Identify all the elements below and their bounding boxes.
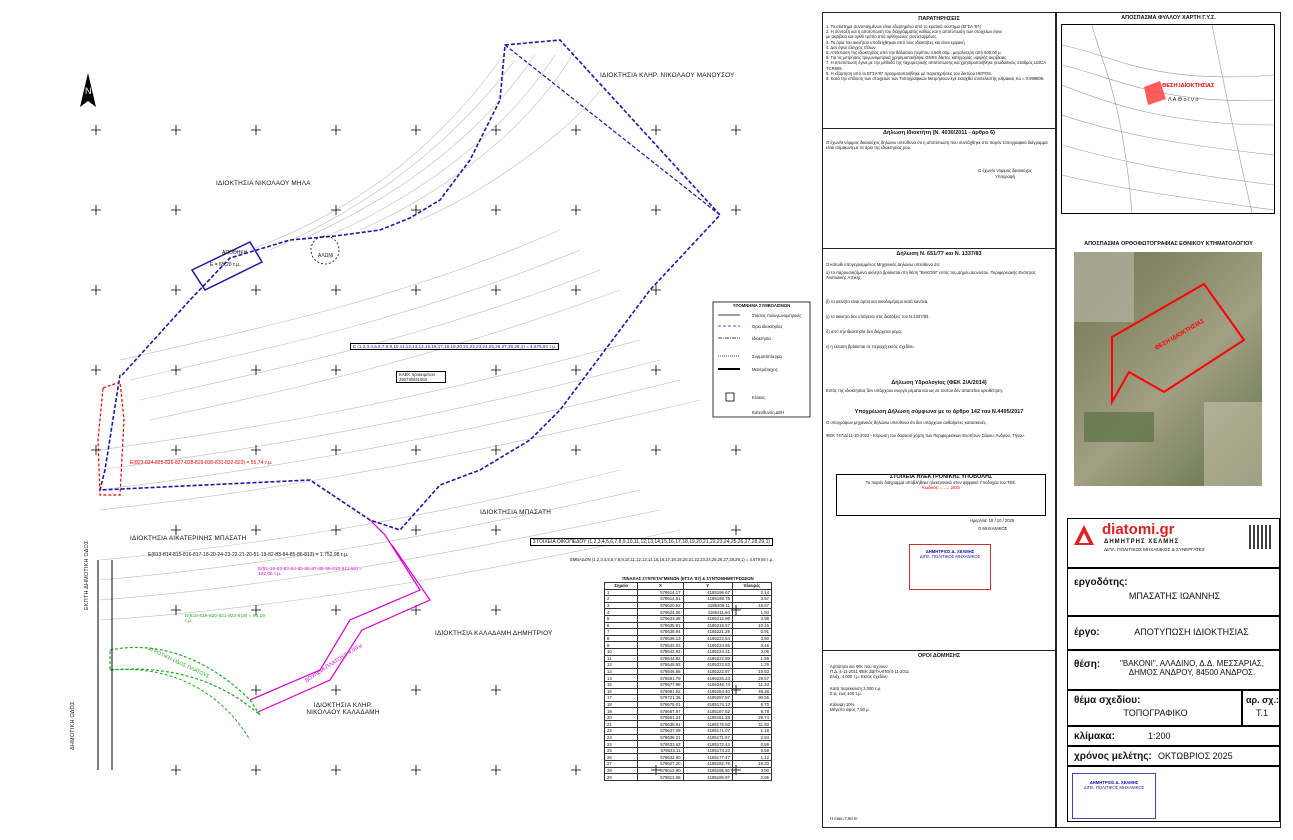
table-cell: 4185174.13 — [683, 701, 732, 708]
table-row — [605, 596, 772, 603]
coords-header: Σημείο — [605, 583, 638, 590]
coords-title: ΠΙΝΑΚΑΣ ΣΥΝΤΕΤΑΓΜΕΝΩΝ (ΕΓΣΑ '87) & ΣΥΝΤΟΜΗΜΕΤΡΩΣΕΩΝ — [622, 576, 754, 581]
table-cell: 23 — [605, 734, 638, 741]
protect-title: Υποχρέωση Δήλωση σύμφωνα με το άρθρο 142 του Ν.4495/2017 — [854, 409, 1024, 415]
table-cell: 578638.91 — [638, 721, 683, 728]
table-row — [605, 688, 772, 695]
client-block — [1067, 568, 1280, 616]
owner-south: ΙΔΙΟΚΤΗΣΙΑ ΚΑΛΑΔΑΜΗ ΔΗΜΗΤΡΙΟΥ — [435, 630, 553, 637]
table-cell: 578642.03 — [638, 642, 683, 649]
table-cell: 11.33 — [732, 681, 771, 688]
table-cell: 4185172.44 — [683, 741, 732, 748]
table-cell: 3 — [605, 602, 638, 609]
table-cell: 578637.09 — [638, 728, 683, 735]
table-cell: 20 — [605, 714, 638, 721]
table-cell: 4185221.29 — [683, 629, 732, 636]
table-row — [605, 701, 772, 708]
north-arrow-icon — [80, 73, 96, 107]
table-cell: 4185171.07 — [683, 728, 732, 735]
table-cell: 1.93 — [732, 609, 771, 616]
divider — [822, 248, 1056, 249]
scale-value: 1:200 — [1148, 731, 1171, 741]
table-cell: 13 — [605, 668, 638, 675]
ortho-label: ΘΕΣΗ ΙΔΙΟΚΤΗΣΙΑΣ — [1154, 318, 1206, 352]
table-row — [605, 662, 772, 669]
table-cell: 1 — [605, 589, 638, 596]
building-line: Ελάχ. 4.000 τ.μ. Εκτός σχεδίου — [830, 674, 888, 680]
time-block — [1067, 746, 1280, 766]
engineer-list — [826, 262, 1052, 349]
table-cell: 6 — [605, 622, 638, 629]
table-cell: 578614.51 — [638, 596, 683, 603]
table-cell: 578675.01 — [638, 701, 683, 708]
table-cell: 18 — [605, 701, 638, 708]
table-cell: 578613.68 — [638, 774, 683, 781]
table-cell: 19.33 — [732, 761, 771, 768]
road-grn-label: ΑΓΡΟΤΙΚΗ ΟΔΟΣ ΠΛΑΤΟΥΣ — [146, 646, 211, 680]
table-row — [605, 734, 772, 741]
table-row — [605, 655, 772, 662]
table-cell: 4185216.57 — [683, 622, 732, 629]
table-row — [605, 761, 772, 768]
table-cell: 9.70 — [732, 701, 771, 708]
table-cell: 1.59 — [732, 655, 771, 662]
well-label: ΑΛΩΝΙ — [318, 253, 334, 259]
table-cell: 3.57 — [732, 596, 771, 603]
table-cell: 7 — [605, 629, 638, 636]
legend-item-6: Κλίσεις — [752, 395, 766, 400]
table-row — [605, 741, 772, 748]
legend-item-5: Μαντρότοιχος — [752, 367, 778, 372]
protect-lines — [826, 420, 1052, 438]
table-cell: 9 — [605, 642, 638, 649]
location-block — [1067, 650, 1280, 690]
company-sub: ΔΗΜΗΤΡΗΣ ΧΕΛΜΗΣ — [1104, 539, 1180, 545]
coordinates-table — [604, 582, 772, 781]
table-cell: 22 — [605, 728, 638, 735]
note-line: 2. Η σύνταξη και η αποτύπωση του διαγράμματος καθώς και η αποτύπωση των στοιχείων έγινε — [826, 29, 1003, 35]
table-cell: 578681.52 — [638, 688, 683, 695]
table-cell: 4185254.40 — [683, 688, 732, 695]
table-cell: 27 — [605, 761, 638, 768]
table-cell: 4185222.54 — [683, 635, 732, 642]
note-line: 9. Κατά την επίλυση των στοιχείων των Τοπογραφικών Μετρήσεων έγε εισαχθεί συντελεστής κλίμακας Κο = 0.999808. — [826, 76, 1045, 82]
table-cell: 578633.28 — [638, 615, 683, 622]
note-line: 3. Τα όρια του ακινήτου υποδείχθηκαν από τους ιδιοκτήτες και είναι εμφανή. — [826, 39, 966, 45]
table-cell: 578639.13 — [638, 635, 683, 642]
table-cell: 578636.21 — [638, 734, 683, 741]
time-label: χρόνος μελέτης: — [1074, 751, 1152, 762]
owner-west: ΙΔΙΟΚΤΗΣΙΑ ΝΙΚΟΛΑΟΥ ΜΗΛΑ — [216, 180, 311, 187]
ortho-photo — [1074, 252, 1262, 486]
note-line: 4. Δεν έγινε έλεγχος τίτλων. — [826, 44, 877, 50]
sheet-value: Τ.1 — [1255, 708, 1268, 718]
stamp-name: ΔΗΜΗΤΡΙΟΣ Δ. ΧΕΛΜΗΣ — [925, 549, 975, 554]
qr-code-icon — [1249, 525, 1273, 549]
table-cell: 26 — [605, 754, 638, 761]
engineer-line: γ) το ακίνητο δεν υπάγεται στις διατάξεις του Ν.1337/83. — [826, 313, 930, 319]
project-value: ΑΠΟΤΥΠΩΣΗ ΙΔΙΟΚΤΗΣΙΑΣ — [1134, 627, 1249, 637]
coords-header: Y — [683, 583, 732, 590]
ortho-title: ΑΠΟΣΠΑΣΜΑ ΟΡΘΟΦΩΤΟΓΡΑΦΙΑΣ ΕΘΝΙΚΟΥ ΚΤΗΜΑΤΟΛΟΓΙΟΥ — [1084, 241, 1253, 247]
company-logo-icon — [1072, 523, 1096, 547]
building-footer: H max=7,50 m — [830, 816, 858, 821]
electronic-box — [836, 474, 1046, 516]
shed-label: ΑΠΟΘΗΚΗ — [222, 250, 248, 256]
road-label: ΔΗΜΟΤΙΚΗ ΟΔΟΣ — [70, 701, 76, 750]
notes-title: ΠΑΡΑΤΗΡΗΣΕΙΣ — [918, 16, 960, 22]
company-sub2: ΔΙΠΛ. ΠΟΛΙΤΙΚΟΣ ΜΗΧΑΝΙΚΟΣ & ΣΥΝΕΡΓΑΤΕΣ — [1104, 547, 1205, 552]
table-cell: 4185212.98 — [683, 615, 732, 622]
table-cell: 578642.93 — [638, 648, 683, 655]
table-cell: 4185224.55 — [683, 642, 732, 649]
building-line: Αρτιότητα και Φ/Κ που ισχύουν — [830, 664, 888, 669]
table-cell: 29 — [605, 774, 638, 781]
table-row — [605, 708, 772, 715]
table-row — [605, 695, 772, 702]
note-line: 6. Για τις μετρήσεις τριγωνομετρικά χρησιμοποιήθηκε GNSS δέκτης κατηγορίας υψηλής ακρίβειας. — [826, 55, 1008, 61]
engineer-line: ε) η έκταση βρίσκεται σε περιοχή εκτός σχεδίου. — [826, 344, 915, 350]
table-cell: 4185222.83 — [683, 662, 732, 669]
table-cell: 0.59 — [732, 741, 771, 748]
table-cell: 4185182.79 — [683, 761, 732, 768]
table-cell: 4185211.84 — [683, 609, 732, 616]
inset-map-place: Λ Α Θ ο ι ν ο — [1168, 97, 1199, 103]
sheet-label: αρ. σχ.: — [1246, 695, 1279, 705]
table-row — [605, 728, 772, 735]
note-line: 1. Το σύστημα συντεταγμένων είναι εξαρτημένο από το κρατικό σύστημα (ΕΓΣΑ '87) — [826, 24, 981, 29]
inset-map — [1061, 24, 1275, 214]
table-cell: 4185226.24 — [683, 675, 732, 682]
engineer-line: δ) από την ιδιοκτησία δεν διέρχεται ρέμα. — [826, 329, 903, 335]
project-label: έργο: — [1074, 627, 1100, 638]
table-cell: 2.84 — [732, 734, 771, 741]
divider — [822, 128, 1056, 129]
protect-line: ΦΕΚ 747/Δ/11-10-2022 - Κύρωση του δασικού χάρτη των Περιφερειακών Ενοτήτων Σάρου, Άνδρου, Τήνου. — [826, 433, 1025, 439]
owner-south-east: ΙΔΙΟΚΤΗΣΙΑ ΜΠΑΣΑΤΗ — [480, 509, 552, 516]
declaration-title: Δήλωση Ιδιοκτήτη (Ν. 4030/2011 - άρθρο 6) — [883, 130, 995, 136]
table-cell: 578667.97 — [638, 708, 683, 715]
engineer-stamp-2 — [1072, 773, 1156, 819]
table-row — [605, 675, 772, 682]
table-cell: 24 — [605, 741, 638, 748]
table-cell: 25 — [605, 747, 638, 754]
protect-line: Ο υπογράφων μηχανικός δηλώνω υπεύθυνα ότι δεν υπάρχουν αυθαίρετες κατασκευές. — [826, 420, 988, 425]
table-cell: 29.57 — [732, 675, 771, 682]
area-grn-label: Ε(818-819-820-821-822-818) = 96,19 τ.μ. — [185, 614, 265, 624]
location-value: "ΒΑΚΟΝΙ", ΑΛΑΔΙΝΟ, Δ.Δ. ΜΕΣΣΑΡΙΑΣ, ΔΗΜΟΣ ΑΝΔΡΟΥ, 84500 ΑΝΔΡΟΣ. — [1120, 659, 1264, 677]
table-cell: 16 — [605, 688, 638, 695]
table-cell: 19.63 — [732, 668, 771, 675]
table-cell: 4185267.57 — [683, 695, 732, 702]
table-cell: 9.78 — [732, 708, 771, 715]
building-list — [830, 664, 1050, 712]
table-cell: 3.98 — [732, 615, 771, 622]
table-row — [605, 648, 772, 655]
table-row — [605, 629, 772, 636]
table-cell: 1.29 — [732, 662, 771, 669]
table-cell: 90.55 — [732, 695, 771, 702]
engineer-stamp — [909, 544, 991, 590]
table-cell: 4185222.97 — [683, 668, 732, 675]
building-line: Κάλυψη 10% — [830, 702, 855, 708]
stamp-block — [1067, 766, 1280, 822]
table-cell: 578624.05 — [638, 609, 683, 616]
notes-list — [826, 24, 1052, 81]
company-header — [1067, 518, 1280, 568]
table-cell: 28.74 — [732, 714, 771, 721]
table-cell: 4185196.67 — [683, 589, 732, 596]
table-cell: 578620.62 — [638, 602, 683, 609]
road-label-2: ΕΚΠΤΗ ΔΗΜΟΤΙΚΗ ΟΔΟΣ — [84, 540, 90, 610]
table-cell: 21 — [605, 721, 638, 728]
time-value: ΟΚΤΩΒΡΙΟΣ 2025 — [1158, 751, 1233, 761]
well — [311, 236, 339, 264]
stamp-role: ΔΙΠΛ. ΠΟΛΙΤΙΚΟΣ ΜΗΧΑΝΙΚΟΣ — [1083, 785, 1145, 791]
stamp-name: ΔΗΜΗΤΡΙΟΣ Δ. ΧΕΛΜΗΣ — [1089, 780, 1139, 785]
building-line: Μέγιστο ύψος 7,50 μ. — [830, 707, 870, 713]
table-cell: 46.28 — [732, 688, 771, 695]
table-cell: 18.67 — [732, 602, 771, 609]
engineer-line: β) το ακίνητο είναι άρτιο και οικοδομήσιμο κατά κανόνα. — [826, 298, 929, 304]
legend-item-2: Όριο ιδιοκτησίας — [752, 324, 783, 329]
table-cell: 0.45 — [732, 642, 771, 649]
company-name: diatomi.gr — [1102, 521, 1175, 538]
table-cell: 2.14 — [732, 589, 771, 596]
table-cell: 1.12 — [732, 754, 771, 761]
note-line: με ακρίβεια και ορθό τρόπο από ορθόγωνιες συντεταγμένες. — [826, 34, 938, 40]
note-line: 7. Η αποτύπωση έγινε με την μέθοδο της ταχυμετρικής αποτύπωσης και χρησιμοποιήθηκε γεωδαιτικός σταθμός LEICA TCR805. — [826, 60, 1046, 71]
table-row — [605, 602, 772, 609]
legend-item-7: Κατεύθυνση ΔΕΗ — [752, 410, 785, 415]
location-label: θέση: — [1074, 659, 1101, 670]
declaration-sign2: Υπογραφή — [995, 174, 1015, 179]
table-cell: 578633.62 — [638, 741, 683, 748]
legend-title: ΥΠΟΜΝΗΜΑ ΣΥΜΒΟΛΙΣΜΩΝ — [732, 303, 791, 308]
table-cell: 0.58 — [732, 747, 771, 754]
red-area — [98, 382, 124, 495]
inset-map-title: ΑΠΟΣΠΑΣΜΑ ΦΥΛΛΟΥ ΧΑΡΤΗ Γ.Υ.Σ. — [1121, 15, 1216, 21]
table-row — [605, 747, 772, 754]
table-cell: 28 — [605, 767, 638, 774]
electronic-title: ΣΤΟΙΧΕΙΑ ΗΛΕΚΤΡΟΝΙΚΗΣ ΥΠΟΒΟΛΗΣ — [889, 474, 993, 480]
table-cell: 578632.80 — [638, 754, 683, 761]
table-row — [605, 615, 772, 622]
subject-label: θέμα σχεδίου: — [1074, 695, 1141, 706]
scale-label: κλίμακα: — [1074, 731, 1115, 742]
electronic-code: Κωδικός: ........ 2025 — [922, 485, 960, 491]
table-cell: 578661.24 — [638, 714, 683, 721]
table-cell: 4185222.99 — [683, 655, 732, 662]
engineer-line: α) το παρουσιαζόμενο ακίνητο βρίσκεται στη θέση "ΒΑΚΟΝΙ" εντός του Δήμου Διονύσου, Περιφερειακής Ενότητας Ανατολικής Αττικής. — [826, 270, 1036, 281]
table-row — [605, 767, 772, 774]
stamp-role: ΔΙΠΛ. ΠΟΛΙΤΙΚΟΣ ΜΗΧΑΝΙΚΟΣ — [919, 554, 981, 560]
inset-map-label: ΘΕΣΗ ΙΔΙΟΚΤΗΣΙΑΣ — [1162, 83, 1215, 89]
table-row — [605, 642, 772, 649]
client-label: εργοδότης: — [1074, 577, 1128, 588]
table-cell: 17 — [605, 695, 638, 702]
scale-block — [1067, 726, 1280, 746]
table-row — [605, 714, 772, 721]
table-cell: 578633.11 — [638, 747, 683, 754]
building-line: Σ.Δ. έως 100 τ.μ. — [830, 690, 862, 696]
legend-item-1: Στάσεις πολυγωνομετρικές — [752, 313, 802, 318]
road-mag-label: ΔΟΥΛΕΙΑ ΠΛΑΤΟΥΣ 4,00 μ. — [303, 641, 365, 685]
table-cell: 4185196.97 — [683, 774, 732, 781]
table-row — [605, 609, 772, 616]
area-main-label: Ε (1,2,3,4,5,6,7,8,9,10,11,12,13,14,15,16,17,18,19,20,21,22,23,24,25,26,27,28,29,1) = 4.679,94 τ.μ. — [350, 343, 559, 350]
table-cell: 10 — [605, 648, 638, 655]
table-cell: 578661.79 — [638, 675, 683, 682]
note-line: 8. Η εξάρτηση από το ΕΓΣΑ'87 πραγματοποιήθηκε με παρατηρήσεις του δικτύου HEPOS. — [826, 70, 992, 76]
table-cell: 578645.93 — [638, 662, 683, 669]
legend-item-4: Συρματόπλεγμα — [752, 354, 782, 359]
declaration-sign: Ο έχων/ο νόμιμος δικαιούχος — [978, 168, 1032, 173]
table-row — [605, 589, 772, 596]
table-cell: 10.15 — [732, 622, 771, 629]
table-row — [605, 681, 772, 688]
table-cell: 578677.98 — [638, 681, 683, 688]
forest-title: Δήλωση Υδρολογίας (ΦΕΚ 2/Α/2014) — [891, 380, 987, 386]
table-cell: 4185178.93 — [683, 721, 732, 728]
plot-area-label: ΕΜΒΑΔΟΝ (1,2,3,4,5,6,7,8,9,10,11,12,13,14,15,16,17,18,19,20,21,22,23,24,25,26,27,28,29,1) = 4.679,94 τ.μ. — [570, 557, 774, 562]
table-cell: 578627.20 — [638, 761, 683, 768]
table-cell: 11 — [605, 655, 638, 662]
table-cell: 4185161.28 — [683, 714, 732, 721]
table-cell: 4185173.23 — [683, 747, 732, 754]
engineer-title: Δήλωση Ν. 651/77 και Ν. 1337/83 — [896, 251, 982, 257]
table-cell: 4185224.31 — [683, 648, 732, 655]
table-row — [605, 668, 772, 675]
table-cell: 578646.58 — [638, 668, 683, 675]
plot-elements-label: ΣΤΟΙΧΕΙΑ ΟΙΚΟΠΕΔΟΥ (1,2,3,4,5,6,7,8,9,10,11,12,13,14,15,16,17,18,19,20,21,22,23,24,25,26,27,28,29,1) — [530, 538, 773, 546]
table-cell: 12 — [605, 662, 638, 669]
building-line: Π.Δ. 4-11-2011 ΦΕΚ 2Β/ΤΑΑΠΘ/4-11-2011 — [830, 669, 910, 675]
table-cell: 4185206.11 — [683, 602, 732, 609]
owner-bottom: ΙΔΙΟΚΤΗΣΙΑ ΚΛΗΡ. ΝΙΚΟΛΑΟΥ ΚΑΛΑΔΑΜΗ — [306, 702, 380, 716]
table-cell: 4185246.74 — [683, 681, 732, 688]
table-cell: 3.80 — [732, 635, 771, 642]
table-cell: 4 — [605, 609, 638, 616]
area-red-label: Ε(823-824-825-826-827-828-829-830-831-832-823) = 55,74 τ.μ. — [130, 460, 273, 466]
coords-header: πλευρές — [732, 583, 771, 590]
table-cell: 4185198.78 — [683, 596, 732, 603]
table-cell: 578721.36 — [638, 695, 683, 702]
table-cell: 4185171.67 — [683, 734, 732, 741]
table-cell: 578635.91 — [638, 622, 683, 629]
table-cell: 4185195.50 — [683, 767, 732, 774]
legend-item-3: Ιδιοκτησία — [752, 336, 771, 341]
owner-south-west: ΙΔΙΟΚΤΗΣΙΑ ΑΙΚΑΤΕΡΙΝΗΣ ΜΠΑΣΑΤΗ — [130, 535, 247, 542]
shed-area-label: Ε = 65,20 τ.μ. — [210, 262, 241, 268]
engineer-sign: Ο ΜΗΧΑΝΙΚΟΣ — [978, 526, 1008, 531]
table-row — [605, 774, 772, 781]
owner-north: ΙΔΙΟΚΤΗΣΙΑ ΚΛΗΡ. ΝΙΚΟΛΑΟΥ ΜΑΝΟΥΣΟΥ — [600, 72, 735, 79]
table-cell: 4185167.52 — [683, 708, 732, 715]
declaration-text: Ο έχων/ο νόμιμος δικαιούχος δηλώνω υπεύθυνα ότι η αποτύπωση που συντάχθηκε στο παρόν τοπογραφικό διάγραμμα είναι σύμφωνη με τα όρια της ιδιοκτησίας μου. — [826, 140, 1048, 151]
table-row — [605, 622, 772, 629]
subject-block — [1067, 690, 1242, 726]
table-cell: 578614.17 — [638, 589, 683, 596]
table-row — [605, 721, 772, 728]
table-cell: 578612.90 — [638, 767, 683, 774]
table-cell: 4185177.47 — [683, 754, 732, 761]
subject-value: ΤΟΠΟΓΡΑΦΙΚΟ — [1123, 708, 1188, 718]
table-cell: 2 — [605, 596, 638, 603]
coords-header: X — [638, 583, 683, 590]
sheet-block — [1242, 690, 1280, 726]
forest-line: Εντός της ιδιοκτησίας δεν υπάρχουν ενεργά ρέματα και ως εκ τούτου δεν απαιτείται οριοθέτηση. — [826, 388, 1003, 393]
table-row — [605, 754, 772, 761]
table-cell: 0.91 — [732, 629, 771, 636]
area-mag-label: Ε(51-19-82-83-84-85-86-87-88-89-810-811-51) = 132,06 τ.μ. — [258, 567, 363, 577]
table-cell: 578638.94 — [638, 629, 683, 636]
area-south-label: Ε(813-814-815-816-817-18-20-24-23-22-21-20-51-19-82-83-84-85-86-813) = 1.752,98 τ.μ. — [148, 552, 349, 558]
table-row — [605, 635, 772, 642]
table-cell: 11.83 — [732, 721, 771, 728]
building-line: Κατά παρέκκλιση 2.000 τ.μ. — [830, 685, 882, 691]
table-cell: 5 — [605, 615, 638, 622]
electronic-text: Το παρόν διάγραμμα υποβλήθηκε ηλεκτρονικά στον ψηφιακό Υποδοχέα του ΤΕΕ. — [865, 480, 1017, 486]
table-cell: 3.06 — [732, 648, 771, 655]
table-cell: 19 — [605, 708, 638, 715]
note-line: 5. Απόσταση της ιδιοκτησίας από την θάλασσα περίπου 4.500,00μ., μεγαλύτερη από 500,00 μ. — [826, 50, 1002, 56]
table-cell: 2.65 — [732, 774, 771, 781]
project-block — [1067, 616, 1280, 650]
building-title: ΟΡΟΙ ΔΟΜΗΣΗΣ — [917, 653, 961, 659]
table-cell: 1.18 — [732, 728, 771, 735]
divider — [822, 650, 1056, 651]
table-cell: 15 — [605, 681, 638, 688]
svg-text:N: N — [85, 86, 92, 96]
kaek-label: ΚΑΕΚ προκειμένου 250730031003 — [396, 371, 446, 383]
table-cell: 578644.82 — [638, 655, 683, 662]
client-value: ΜΠΑΣΑΤΗΣ ΙΩΑΝΝΗΣ — [1128, 591, 1221, 601]
table-cell: 3.90 — [732, 767, 771, 774]
engineer-line: Ο κάτωθι υπογεγραμμένος Μηχανικός Δηλώνω υπεύθυνα ότι: — [826, 262, 941, 267]
date-label: Ημερ/νία: 18 / 10 / 2025 — [970, 518, 1015, 523]
table-cell: 14 — [605, 675, 638, 682]
table-cell: 8 — [605, 635, 638, 642]
